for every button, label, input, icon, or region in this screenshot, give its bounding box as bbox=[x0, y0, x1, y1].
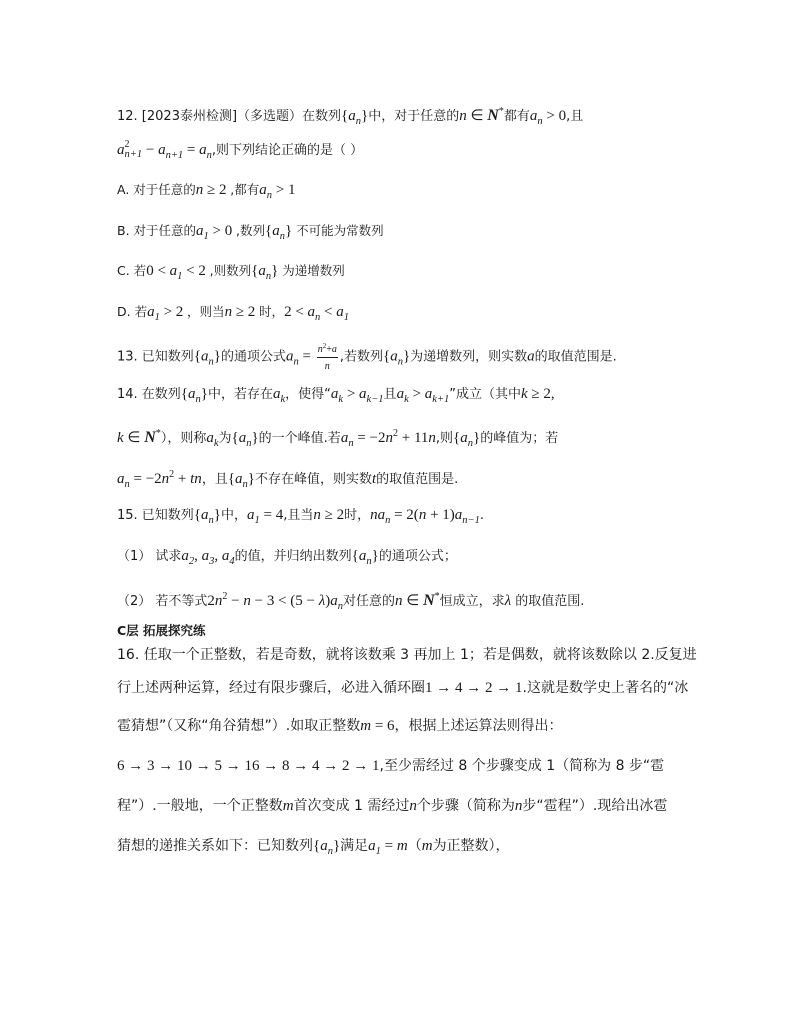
math-symbols: ≥ 2 bbox=[203, 182, 231, 198]
math-variable: a bbox=[527, 348, 535, 365]
q16-stem-line-6 bbox=[117, 836, 510, 856]
superscript: 2 bbox=[169, 469, 175, 480]
text-run: （2） 若不等式 bbox=[117, 594, 208, 609]
math-symbols: { bbox=[231, 430, 239, 446]
math-variable: t bbox=[372, 471, 377, 487]
math-variable: a bbox=[285, 348, 294, 365]
math-variable: a bbox=[460, 430, 468, 446]
math-variable: a bbox=[201, 548, 210, 564]
math-variable: a bbox=[201, 348, 209, 365]
q12-stem-line-2 bbox=[117, 140, 363, 160]
math-symbols: > bbox=[408, 386, 425, 402]
math-variable: n bbox=[224, 304, 233, 320]
math-variable: a bbox=[331, 344, 337, 355]
q15-part-2 bbox=[117, 587, 585, 612]
math-symbols: } bbox=[271, 263, 279, 279]
math-symbols: { bbox=[382, 348, 391, 365]
text-run: 13. 已知数列 bbox=[117, 349, 194, 365]
math-variable: a bbox=[259, 182, 267, 198]
math-symbols: = bbox=[380, 838, 397, 854]
math-variable: k bbox=[117, 430, 124, 446]
math-symbols: { bbox=[193, 507, 202, 523]
math-symbols: − bbox=[227, 593, 244, 609]
subscript: n bbox=[337, 601, 343, 612]
math-variable: a bbox=[396, 386, 405, 402]
math-variable: a bbox=[158, 142, 166, 158]
q12-option-a bbox=[117, 180, 295, 200]
math-symbols: { bbox=[453, 430, 461, 446]
q12-option-b bbox=[117, 221, 384, 241]
subscript: n+1 bbox=[124, 149, 143, 161]
text-run: ,若数列 bbox=[339, 349, 383, 365]
math-variable: a bbox=[390, 348, 398, 365]
text-run: 的取值范围是. bbox=[534, 349, 617, 365]
text-run: （ bbox=[407, 838, 422, 854]
subscript: n bbox=[348, 438, 354, 449]
math-variable: m bbox=[396, 838, 408, 854]
math-symbols: 1 → 4 → 2 → 1 bbox=[425, 680, 523, 696]
math-variable: a bbox=[307, 304, 316, 320]
math-symbols: = 2( bbox=[390, 507, 419, 523]
math-symbols: = −2 bbox=[129, 471, 162, 487]
math-variable: a bbox=[246, 507, 255, 523]
subscript: n bbox=[206, 150, 212, 161]
text-run: 16. 任取一个正整数，若是奇数，就将该数乘 3 再加上 1；若是偶数，就将该数除以 2.反复进 bbox=[117, 647, 697, 663]
math-symbols: > 2 bbox=[159, 304, 188, 320]
math-variable: a bbox=[348, 108, 356, 124]
math-variable: a bbox=[529, 108, 538, 124]
q12-option-d bbox=[117, 302, 349, 322]
math-variable: a bbox=[258, 263, 266, 279]
subscript: n bbox=[315, 312, 321, 323]
math-variable: n bbox=[409, 798, 417, 814]
math-symbols: , bbox=[194, 548, 202, 564]
q16-stem-line-3 bbox=[117, 716, 563, 736]
text-run: .这就是数学史上著名的“冰 bbox=[522, 680, 689, 696]
math-variable: a bbox=[368, 838, 376, 854]
math-symbols: < 2 bbox=[182, 263, 210, 279]
math-symbols: { bbox=[313, 838, 321, 854]
text-run: 的取值范围. bbox=[511, 594, 585, 609]
math-variable: m bbox=[360, 718, 372, 734]
text-run: 不可能为常数列 bbox=[292, 223, 384, 238]
subscript: n bbox=[208, 356, 214, 368]
math-variable: tn bbox=[190, 471, 202, 487]
subscript: n bbox=[242, 479, 248, 490]
math-symbols: ∈ bbox=[123, 430, 145, 446]
math-set-symbol: N bbox=[423, 592, 435, 609]
math-variable: n bbox=[161, 471, 170, 487]
math-variable: a bbox=[330, 593, 338, 609]
math-symbols: = 4 bbox=[259, 507, 284, 523]
math-symbols: = −2 bbox=[353, 430, 386, 446]
math-symbols: { bbox=[351, 548, 359, 564]
superscript: 2 bbox=[124, 139, 130, 151]
math-variable: a bbox=[340, 430, 349, 446]
math-symbols: { bbox=[227, 471, 236, 487]
math-set-symbol: N bbox=[487, 107, 499, 124]
math-symbols: + 11 bbox=[397, 430, 429, 446]
text-run: ，则当 bbox=[187, 304, 225, 319]
text-run: ,则数列 bbox=[209, 263, 252, 278]
math-symbols: − bbox=[142, 142, 159, 158]
math-symbols: } bbox=[213, 348, 221, 365]
q16-stem-line-4 bbox=[117, 756, 664, 776]
math-variable: a bbox=[117, 471, 125, 487]
text-run: 的值，并归纳出数列 bbox=[234, 549, 352, 564]
text-run: 首次变成 1 需经过 bbox=[293, 798, 410, 814]
math-symbols: { bbox=[341, 108, 349, 124]
text-run: ，根据上述运算法则得出： bbox=[394, 718, 563, 734]
text-run: 时， bbox=[259, 304, 285, 319]
math-variable: a bbox=[424, 386, 433, 402]
math-symbols: = 6 bbox=[371, 718, 395, 734]
math-symbols: = bbox=[183, 142, 200, 158]
math-variable: na bbox=[370, 507, 386, 523]
text-run: 为正整数）， bbox=[432, 838, 510, 854]
fraction-denominator bbox=[317, 358, 338, 373]
math-symbols: ) bbox=[325, 593, 331, 609]
math-symbols: { bbox=[264, 223, 273, 239]
text-run: . bbox=[479, 508, 485, 523]
text-run: ”成立（其中 bbox=[449, 387, 521, 402]
math-variable: a bbox=[206, 430, 214, 446]
subscript: 3 bbox=[209, 556, 215, 567]
math-symbols: ∈ bbox=[466, 108, 488, 124]
math-variable: a bbox=[199, 142, 207, 158]
math-variable: a bbox=[358, 548, 367, 564]
math-symbols: − 3 < (5 − bbox=[250, 593, 319, 609]
text-run: ），则称 bbox=[160, 431, 207, 446]
subscript: n bbox=[385, 515, 391, 526]
text-run: 都有 bbox=[503, 109, 530, 124]
subscript: n bbox=[265, 271, 272, 282]
subscript: n bbox=[397, 356, 403, 368]
math-symbols: = bbox=[298, 348, 315, 365]
subscript: 2 bbox=[188, 556, 195, 567]
math-variable: n bbox=[428, 430, 436, 446]
text-run: 步“雹程”）.现给出冰雹 bbox=[522, 798, 668, 814]
math-variable: a bbox=[117, 142, 125, 158]
math-symbols: > 0 bbox=[542, 108, 567, 124]
text-run: ,且 bbox=[566, 109, 584, 124]
q14-stem-line-1 bbox=[117, 384, 555, 404]
math-variable: a bbox=[272, 223, 280, 239]
subscript: 1 bbox=[254, 515, 260, 526]
text-run: ,至少需经过 8 个步骤变成 1（简称为 8 步“雹 bbox=[379, 758, 665, 774]
math-symbols: < bbox=[320, 304, 337, 320]
math-symbols: } bbox=[332, 838, 341, 854]
text-run: ,都有 bbox=[230, 182, 260, 197]
text-run: 14. 在数列 bbox=[117, 387, 181, 402]
text-run: 恒成立，求 bbox=[439, 594, 505, 609]
subscript: 1 bbox=[203, 231, 209, 242]
text-run: 的通项公式 bbox=[220, 349, 286, 365]
text-run: 的峰值为；若 bbox=[480, 431, 559, 446]
text-run: ,数列 bbox=[236, 223, 265, 238]
q13-stem-line-1 bbox=[117, 342, 617, 372]
math-symbols: } bbox=[200, 386, 208, 402]
subscript: n bbox=[366, 556, 372, 567]
math-variable: m bbox=[282, 798, 294, 814]
text-run: 为 bbox=[218, 431, 232, 446]
math-variable: n bbox=[324, 360, 330, 372]
text-run: ,则下列结论正确的是（ ） bbox=[211, 143, 364, 158]
q16-stem-line-5 bbox=[117, 796, 667, 816]
math-variable: a bbox=[336, 304, 344, 320]
math-variable: a bbox=[221, 548, 230, 564]
math-symbols: } bbox=[472, 430, 481, 446]
text-run: 个步骤（简称为 bbox=[416, 798, 515, 814]
math-symbols: } bbox=[284, 223, 293, 239]
math-symbols: > bbox=[343, 386, 360, 402]
math-variable: n bbox=[514, 798, 523, 814]
math-symbols: 0 < bbox=[146, 263, 170, 279]
subscript: 4 bbox=[229, 556, 235, 567]
math-variable: a bbox=[235, 471, 243, 487]
text-run: C. 若 bbox=[117, 263, 147, 278]
math-variable: a bbox=[201, 507, 209, 523]
subscript: n bbox=[293, 356, 299, 368]
math-symbols: + bbox=[326, 344, 332, 355]
math-variable: a bbox=[196, 223, 204, 239]
subscript: n bbox=[208, 515, 214, 526]
text-run: 为递增数列，则实数 bbox=[410, 349, 528, 365]
math-symbols: + 1) bbox=[426, 507, 455, 523]
math-symbols: ∈ bbox=[402, 593, 424, 609]
math-symbols: } bbox=[251, 430, 259, 446]
q12-stem-line-1 bbox=[117, 102, 584, 127]
subscript: n bbox=[327, 846, 333, 857]
math-symbols: > 0 bbox=[208, 223, 236, 239]
subscript: k bbox=[404, 394, 409, 405]
math-symbols: , bbox=[214, 548, 222, 564]
math-symbols: { bbox=[180, 386, 189, 402]
subscript: n bbox=[537, 116, 543, 127]
q14-stem-line-2 bbox=[117, 424, 559, 449]
text-run: 不存在峰值，则实数 bbox=[254, 472, 372, 487]
text-run: ，使得“ bbox=[285, 387, 331, 402]
math-symbols: ≥ 2 bbox=[320, 507, 345, 523]
text-run: ,则 bbox=[435, 431, 454, 446]
subscript: 1 bbox=[154, 312, 160, 323]
math-variable: n bbox=[459, 108, 467, 124]
math-symbols: + bbox=[174, 471, 191, 487]
math-symbols: 6 → 3 → 10 → 5 → 16 → 8 → 4 → 2 → 1 bbox=[117, 758, 380, 774]
math-symbols: } bbox=[371, 548, 379, 564]
math-set-symbol: N bbox=[144, 429, 156, 446]
subscript: n bbox=[266, 190, 272, 201]
math-variable: a bbox=[147, 304, 155, 320]
math-symbols: 2 < bbox=[284, 304, 308, 320]
superscript: 2 bbox=[322, 342, 327, 350]
text-run: 且 bbox=[383, 387, 397, 402]
text-run: 的通项公式； bbox=[378, 549, 457, 564]
math-variable: n bbox=[195, 182, 204, 198]
math-variable: a bbox=[272, 386, 281, 402]
text-run: ,且当 bbox=[283, 508, 314, 523]
text-run: B. 对于任意的 bbox=[117, 223, 197, 238]
subscript: k bbox=[213, 438, 219, 449]
subscript: k bbox=[280, 394, 286, 405]
subscript: n bbox=[355, 116, 361, 127]
math-symbols: 2 bbox=[207, 593, 215, 609]
math-variable: a bbox=[320, 838, 328, 854]
math-symbols: > 1 bbox=[272, 182, 296, 198]
sub-superscript bbox=[125, 140, 143, 161]
text-run: 满足 bbox=[340, 838, 369, 854]
math-symbols: } bbox=[361, 108, 369, 124]
math-variable: n bbox=[395, 593, 403, 609]
text-run: 对任意的 bbox=[343, 594, 396, 609]
text-run: A. 对于任意的 bbox=[117, 182, 196, 197]
text-run: D. 若 bbox=[117, 304, 148, 319]
subscript: k−1 bbox=[366, 394, 384, 405]
text-run: 猜想的递推关系如下：已知数列 bbox=[117, 838, 313, 854]
subscript: 1 bbox=[375, 846, 381, 857]
math-variable: λ bbox=[504, 593, 512, 609]
superscript: 2 bbox=[392, 428, 398, 439]
subscript: k bbox=[338, 394, 344, 405]
superscript: * bbox=[155, 428, 161, 439]
math-variable: a bbox=[238, 430, 247, 446]
section-c-heading: C层 拓展探究练 bbox=[117, 623, 206, 638]
math-variable: n bbox=[385, 430, 393, 446]
math-variable: a bbox=[330, 386, 339, 402]
text-run: 中， bbox=[220, 508, 247, 523]
text-run: 程”）.一般地，一个正整数 bbox=[117, 798, 283, 814]
math-symbols: ≥ 2 bbox=[232, 304, 260, 320]
math-symbols: } bbox=[247, 471, 255, 487]
q15-stem-line-1 bbox=[117, 505, 484, 525]
math-variable: n bbox=[317, 344, 323, 355]
math-variable: a bbox=[181, 548, 189, 564]
math-variable: a bbox=[188, 386, 196, 402]
superscript: 2 bbox=[222, 591, 228, 602]
subscript: 1 bbox=[177, 271, 183, 282]
subscript: n−1 bbox=[462, 515, 480, 526]
math-variable: n bbox=[243, 593, 251, 609]
q15-part-1 bbox=[117, 546, 457, 566]
text-run: 的取值范围是. bbox=[376, 472, 459, 487]
math-variable: m bbox=[421, 838, 433, 854]
math-variable: a bbox=[169, 263, 178, 279]
text-run: （1） 试求 bbox=[117, 549, 182, 564]
text-run: 中，对于任意的 bbox=[368, 109, 460, 124]
math-symbols: ≥ 2, bbox=[527, 386, 555, 402]
fraction bbox=[317, 342, 338, 372]
subscript: n+1 bbox=[165, 150, 184, 161]
q16-stem-line-1 bbox=[117, 645, 697, 665]
math-variable: k bbox=[520, 386, 528, 402]
q16-stem-line-2 bbox=[117, 678, 688, 698]
subscript: 1 bbox=[343, 312, 349, 323]
text-run: 时， bbox=[344, 508, 371, 523]
math-variable: n bbox=[418, 507, 427, 523]
text-run: 行上述两种运算，经过有限步骤后，必进入循环圈 bbox=[117, 680, 425, 696]
subscript: n bbox=[246, 438, 252, 449]
math-variable: a bbox=[359, 386, 367, 402]
subscript: n bbox=[195, 394, 201, 405]
fraction-numerator bbox=[317, 342, 338, 358]
math-variable: n bbox=[214, 593, 223, 609]
q12-option-c bbox=[117, 261, 345, 281]
subscript: n bbox=[467, 438, 473, 449]
math-variable: n bbox=[313, 507, 321, 523]
superscript: * bbox=[434, 591, 440, 602]
text-run: 的一个峰值.若 bbox=[258, 431, 341, 446]
superscript: * bbox=[498, 106, 504, 117]
math-symbols: { bbox=[193, 348, 202, 365]
text-run: ，且 bbox=[201, 472, 228, 487]
subscript: k+1 bbox=[432, 394, 450, 405]
math-variable: λ bbox=[318, 593, 326, 609]
subscript: n bbox=[124, 479, 130, 490]
q14-stem-line-3 bbox=[117, 465, 459, 490]
math-variable: a bbox=[454, 507, 463, 523]
math-symbols: } bbox=[402, 348, 411, 365]
subscript: n bbox=[279, 231, 285, 242]
text-run: 12. [2023泰州检测]（多选题）在数列 bbox=[117, 109, 342, 124]
math-symbols: { bbox=[251, 263, 259, 279]
text-run: 15. 已知数列 bbox=[117, 508, 194, 523]
text-run: 为递增数列 bbox=[278, 263, 345, 278]
text-run: 中，若存在 bbox=[207, 387, 273, 402]
text-run: 雹猜想”（又称“角谷猜想”）.如取正整数 bbox=[117, 718, 361, 734]
math-symbols: } bbox=[213, 507, 221, 523]
